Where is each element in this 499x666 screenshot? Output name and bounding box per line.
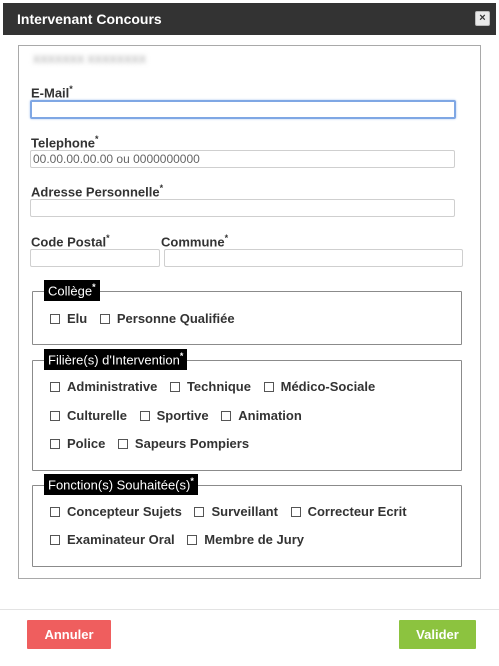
fonctions-row-2 [50,532,313,548]
checkbox-box[interactable] [291,507,301,517]
commune-label-text: Commune [161,234,225,250]
footer-divider [0,609,499,610]
address-label-text: Adresse Personnelle [31,184,160,200]
checkbox-label: Administrative [67,379,158,394]
address-label [31,183,163,199]
college-group [32,282,462,345]
filieres-legend [44,349,187,370]
cancel-button[interactable]: Annuler [27,620,111,649]
commune-label [161,233,228,249]
filieres-row-1 [50,379,384,395]
checkbox-sapeurs-pompiers[interactable] [118,436,249,451]
checkbox-box[interactable] [50,535,60,545]
commune-field[interactable] [164,249,463,267]
checkbox-box[interactable] [170,382,180,392]
checkbox-box[interactable] [264,382,274,392]
checkbox-box[interactable] [118,439,128,449]
checkbox-police[interactable] [50,436,105,451]
fonctions-legend [44,474,198,495]
checkbox-box[interactable] [187,535,197,545]
checkbox-label: Elu [67,311,88,326]
postal-code-label-text: Code Postal [31,234,107,250]
checkbox-box[interactable] [221,411,231,421]
checkbox-label: Concepteur Sujets [67,504,182,519]
college-legend-text: Collège [48,283,93,299]
form-panel [18,45,481,579]
email-required-mark: * [69,84,73,94]
address-required-mark: * [159,183,164,193]
checkbox-label: Animation [238,408,302,423]
checkbox-medico-sociale[interactable] [264,379,376,394]
commune-required-mark: * [224,233,229,243]
fonctions-legend-text: Fonction(s) Souhaitée(s) [48,477,191,493]
dialog-titlebar [3,3,496,35]
telephone-field[interactable] [30,150,455,168]
checkbox-label: Correcteur Ecrit [307,504,407,519]
close-icon[interactable]: × [475,11,490,26]
email-label-text: E-Mail [31,85,70,101]
checkbox-technique[interactable] [170,379,251,394]
telephone-required-mark: * [95,134,99,144]
email-label [31,84,73,100]
checkbox-label: Sapeurs Pompiers [134,436,250,451]
telephone-label [31,134,99,150]
checkbox-sportive[interactable] [140,408,209,423]
college-required-mark: * [92,282,96,292]
checkbox-membre-de-jury[interactable] [187,532,304,547]
checkbox-surveillant[interactable] [194,504,277,519]
college-options-row [50,311,244,327]
telephone-label-text: Telephone [31,135,96,151]
checkbox-label: Personne Qualifiée [116,311,235,326]
checkbox-animation[interactable] [221,408,302,423]
checkbox-personne-qualifiee[interactable] [100,311,235,326]
college-legend [44,280,100,301]
checkbox-box[interactable] [140,411,150,421]
checkbox-label: Police [67,436,106,451]
checkbox-box[interactable] [100,314,110,324]
checkbox-box[interactable] [50,411,60,421]
checkbox-administrative[interactable] [50,379,157,394]
checkbox-concepteur-sujets[interactable] [50,504,182,519]
checkbox-examinateur-oral[interactable] [50,532,175,547]
blurred-user-name: XXXXXXX XXXXXXXX [33,54,147,66]
filieres-legend-text: Filière(s) d'Intervention [48,352,180,368]
checkbox-label: Examinateur Oral [67,532,175,547]
fonctions-required-mark: * [190,476,194,486]
fonctions-row-1 [50,504,416,520]
filieres-group [32,351,462,471]
checkbox-box[interactable] [50,382,60,392]
checkbox-culturelle[interactable] [50,408,127,423]
fonctions-group [32,476,462,567]
filieres-row-3 [50,436,258,452]
checkbox-label: Culturelle [67,408,127,423]
checkbox-label: Médico-Sociale [280,379,376,394]
checkbox-label: Technique [186,379,251,394]
checkbox-elu[interactable] [50,311,87,326]
checkbox-box[interactable] [50,314,60,324]
checkbox-label: Sportive [156,408,209,423]
checkbox-correcteur-ecrit[interactable] [291,504,407,519]
filieres-row-2 [50,408,311,424]
checkbox-label: Membre de Jury [204,532,304,547]
checkbox-box[interactable] [50,507,60,517]
address-field[interactable] [30,199,455,217]
postal-code-field[interactable] [30,249,160,267]
dialog-title: Intervenant Concours [17,11,162,27]
checkbox-label: Surveillant [211,504,278,519]
filieres-required-mark: * [179,351,184,361]
postal-code-required-mark: * [106,233,110,243]
checkbox-box[interactable] [50,439,60,449]
checkbox-box[interactable] [194,507,204,517]
postal-code-label [31,233,110,249]
submit-button[interactable]: Valider [399,620,476,649]
email-field[interactable] [30,100,456,119]
